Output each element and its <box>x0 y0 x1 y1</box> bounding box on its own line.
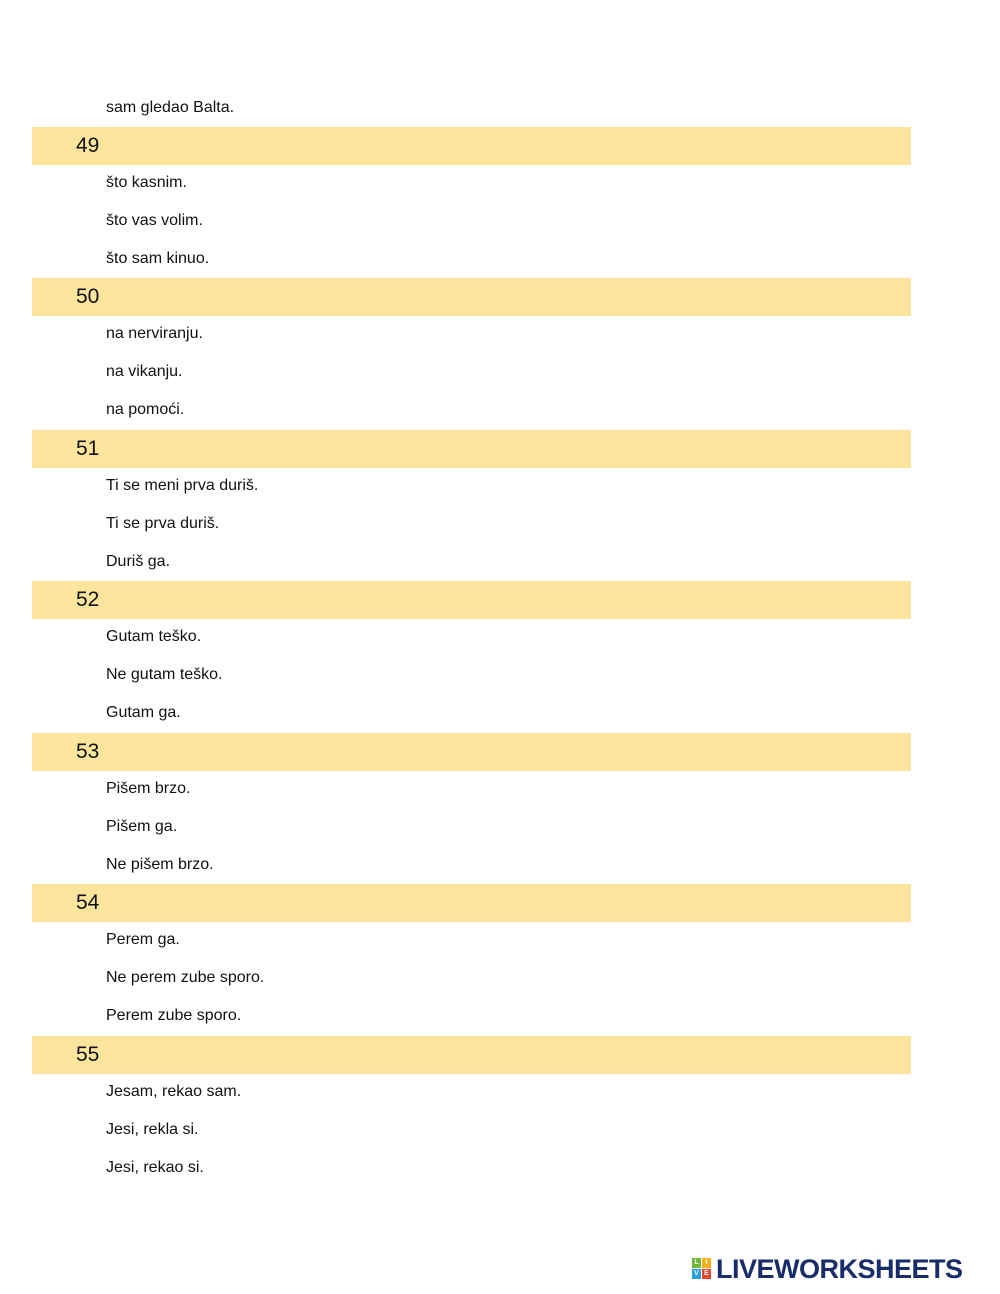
lead-option[interactable]: sam gledao Balta. <box>106 99 235 116</box>
answer-option[interactable]: što vas volim. <box>106 212 203 229</box>
answer-option[interactable]: Gutam ga. <box>106 704 181 721</box>
answer-option[interactable]: Ne perem zube sporo. <box>106 969 265 986</box>
question-number: 50 <box>76 285 100 308</box>
answer-option[interactable]: Pišem brzo. <box>106 780 191 797</box>
answer-option[interactable]: Gutam teško. <box>106 628 202 645</box>
question-header <box>32 581 911 619</box>
question-number: 53 <box>76 740 100 763</box>
question-number: 51 <box>76 437 100 460</box>
answer-option[interactable]: Perem zube sporo. <box>106 1007 242 1024</box>
logo-text: LIVEWORKSHEETS <box>716 1254 963 1284</box>
question-number: 54 <box>76 891 100 914</box>
question-header <box>32 1036 911 1074</box>
answer-option[interactable]: Ti se meni prva duriš. <box>106 477 259 494</box>
answer-option[interactable]: Perem ga. <box>106 931 180 948</box>
logo-grid-icon <box>692 1258 712 1280</box>
answer-option[interactable]: što kasnim. <box>106 174 187 191</box>
question-header <box>32 278 911 316</box>
question-header <box>32 430 911 468</box>
answer-option[interactable]: Ne gutam teško. <box>106 666 223 683</box>
question-header <box>32 127 911 165</box>
answer-option[interactable]: na vikanju. <box>106 363 183 380</box>
answer-option[interactable]: Duriš ga. <box>106 553 171 570</box>
answer-option[interactable]: na pomoći. <box>106 401 185 418</box>
answer-option[interactable]: Ne pišem brzo. <box>106 856 214 873</box>
question-header <box>32 884 911 922</box>
answer-option[interactable]: na nerviranju. <box>106 325 203 342</box>
logo-letter: L <box>692 1258 701 1268</box>
answer-option[interactable]: što sam kinuo. <box>106 250 210 267</box>
question-number: 49 <box>76 134 100 157</box>
answer-option[interactable]: Jesam, rekao sam. <box>106 1083 242 1100</box>
question-number: 55 <box>76 1043 100 1066</box>
question-header <box>32 733 911 771</box>
logo-letter: E <box>702 1269 711 1279</box>
answer-option[interactable]: Ti se prva duriš. <box>106 515 220 532</box>
answer-option[interactable]: Jesi, rekla si. <box>106 1121 199 1138</box>
liveworksheets-logo <box>692 1254 992 1284</box>
answer-option[interactable]: Pišem ga. <box>106 818 178 835</box>
logo-letter: I <box>702 1258 711 1268</box>
logo-letter: V <box>692 1269 701 1279</box>
question-number: 52 <box>76 588 100 611</box>
answer-option[interactable]: Jesi, rekao si. <box>106 1159 204 1176</box>
